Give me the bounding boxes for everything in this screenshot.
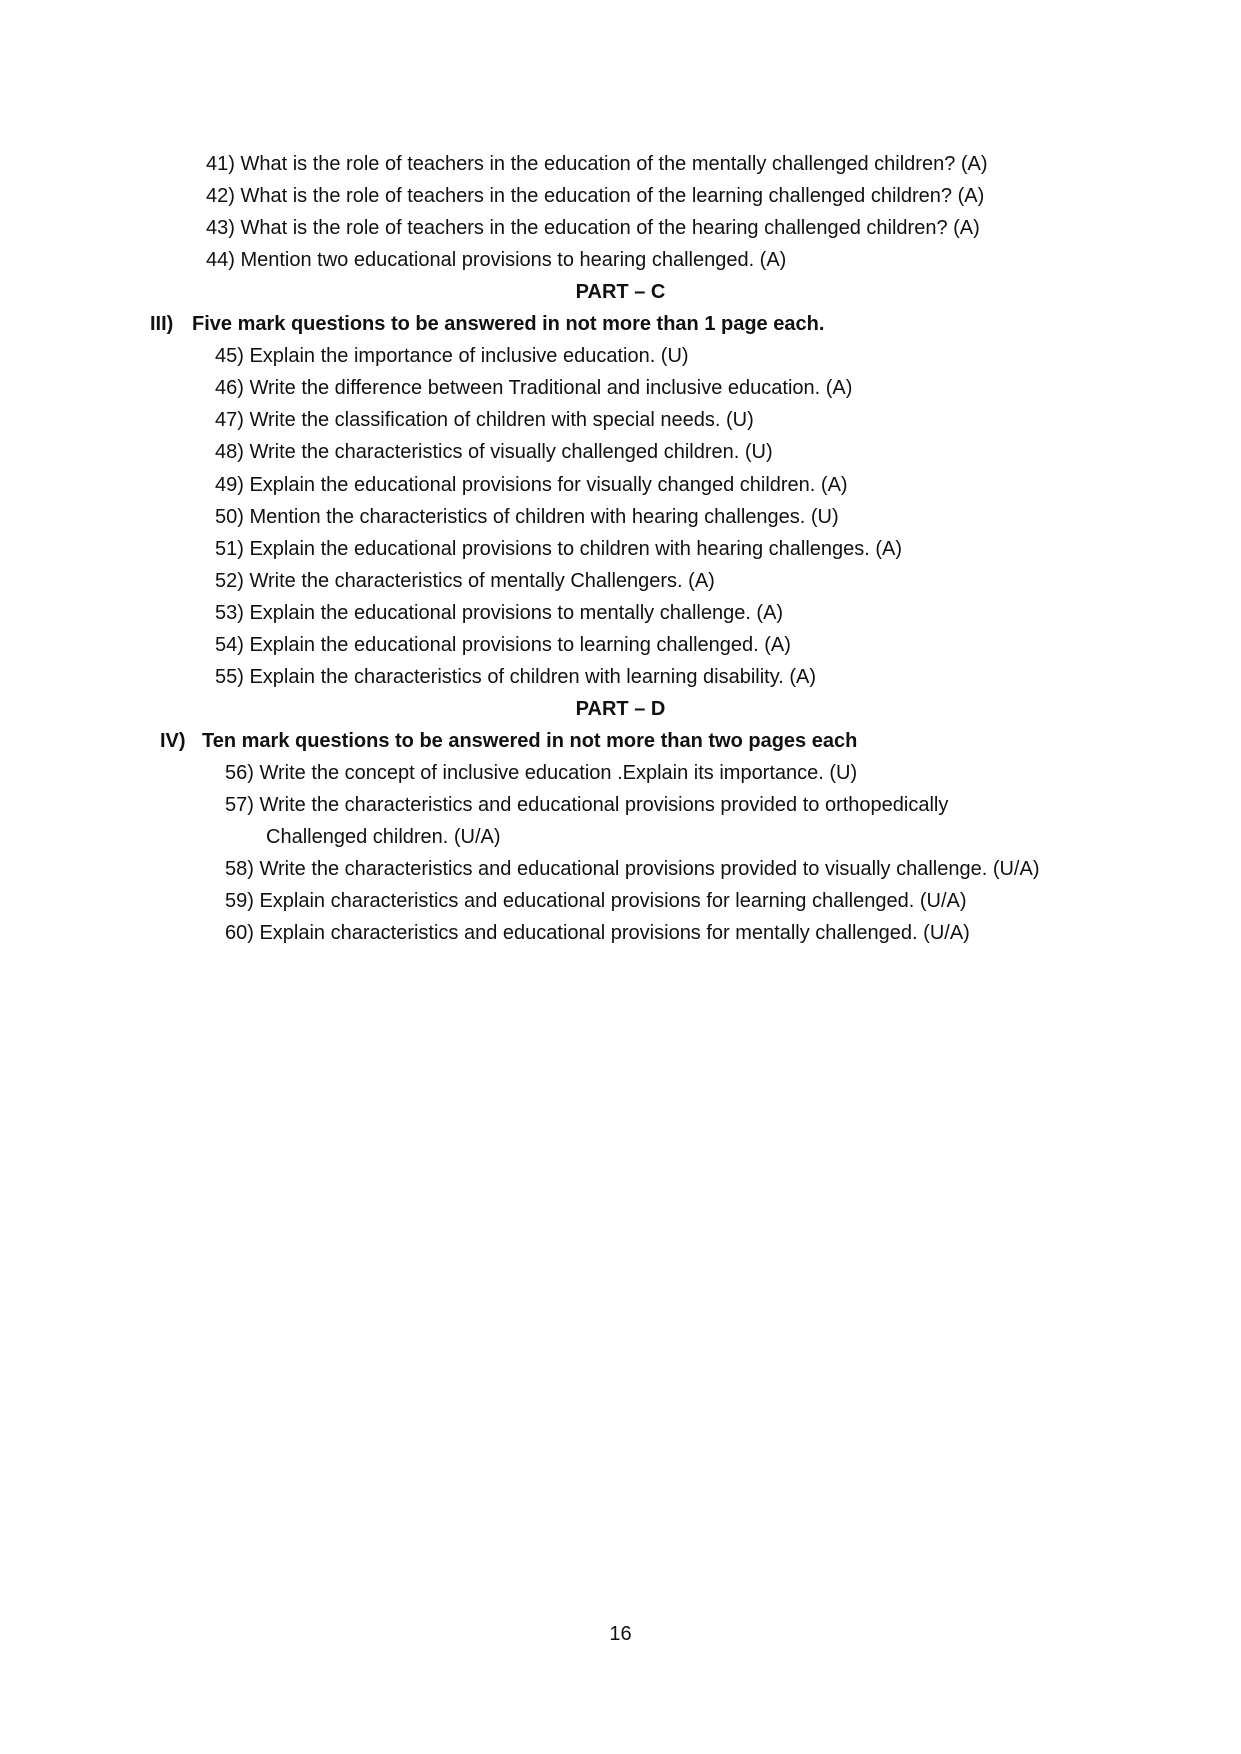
question-51: 51) Explain the educational provisions to children with hearing challenges. (A) [215,538,903,560]
part-d-section-number: IV) [160,730,186,752]
page-number: 16 [609,1623,632,1645]
question-48: 48) Write the characteristics of visually challenged children. (U) [215,441,773,463]
question-50: 50) Mention the characteristics of children with hearing challenges. (U) [215,506,839,528]
question-56: 56) Write the concept of inclusive education .Explain its importance. (U) [225,762,858,784]
question-46: 46) Write the difference between Traditional and inclusive education. (A) [215,377,853,399]
question-42: 42) What is the role of teachers in the education of the learning challenged children? (A) [206,185,985,207]
question-47: 47) Write the classification of children with special needs. (U) [215,409,754,431]
question-45: 45) Explain the importance of inclusive education. (U) [215,345,689,367]
question-57-continuation: Challenged children. (U/A) [266,826,501,848]
part-c-section-number: III) [150,313,174,335]
part-d-instruction-line [160,729,857,753]
question-41: 41) What is the role of teachers in the education of the mentally challenged children? (A) [206,153,988,175]
question-60: 60) Explain characteristics and educational provisions for mentally challenged. (U/A) [225,922,970,944]
question-57: 57) Write the characteristics and educational provisions provided to orthopedically [225,794,949,816]
part-c-instruction-line [150,312,824,336]
question-49: 49) Explain the educational provisions for visually changed children. (A) [215,474,848,496]
part-c-heading: PART – C [575,281,666,303]
question-59: 59) Explain characteristics and educational provisions for learning challenged. (U/A) [225,890,967,912]
question-55: 55) Explain the characteristics of children with learning disability. (A) [215,666,817,688]
part-c-instruction: Five mark questions to be answered in not more than 1 page each. [192,313,825,335]
question-53: 53) Explain the educational provisions to mentally challenge. (A) [215,602,784,624]
question-54: 54) Explain the educational provisions to learning challenged. (A) [215,634,791,656]
question-52: 52) Write the characteristics of mentally Challengers. (A) [215,570,715,592]
part-d-instruction: Ten mark questions to be answered in not more than two pages each [202,730,858,752]
question-43: 43) What is the role of teachers in the education of the hearing challenged children? (A) [206,217,980,239]
part-d-heading: PART – D [575,698,666,720]
question-58: 58) Write the characteristics and educational provisions provided to visually challenge. (U/A) [225,858,1040,880]
question-44: 44) Mention two educational provisions to hearing challenged. (A) [206,249,787,271]
